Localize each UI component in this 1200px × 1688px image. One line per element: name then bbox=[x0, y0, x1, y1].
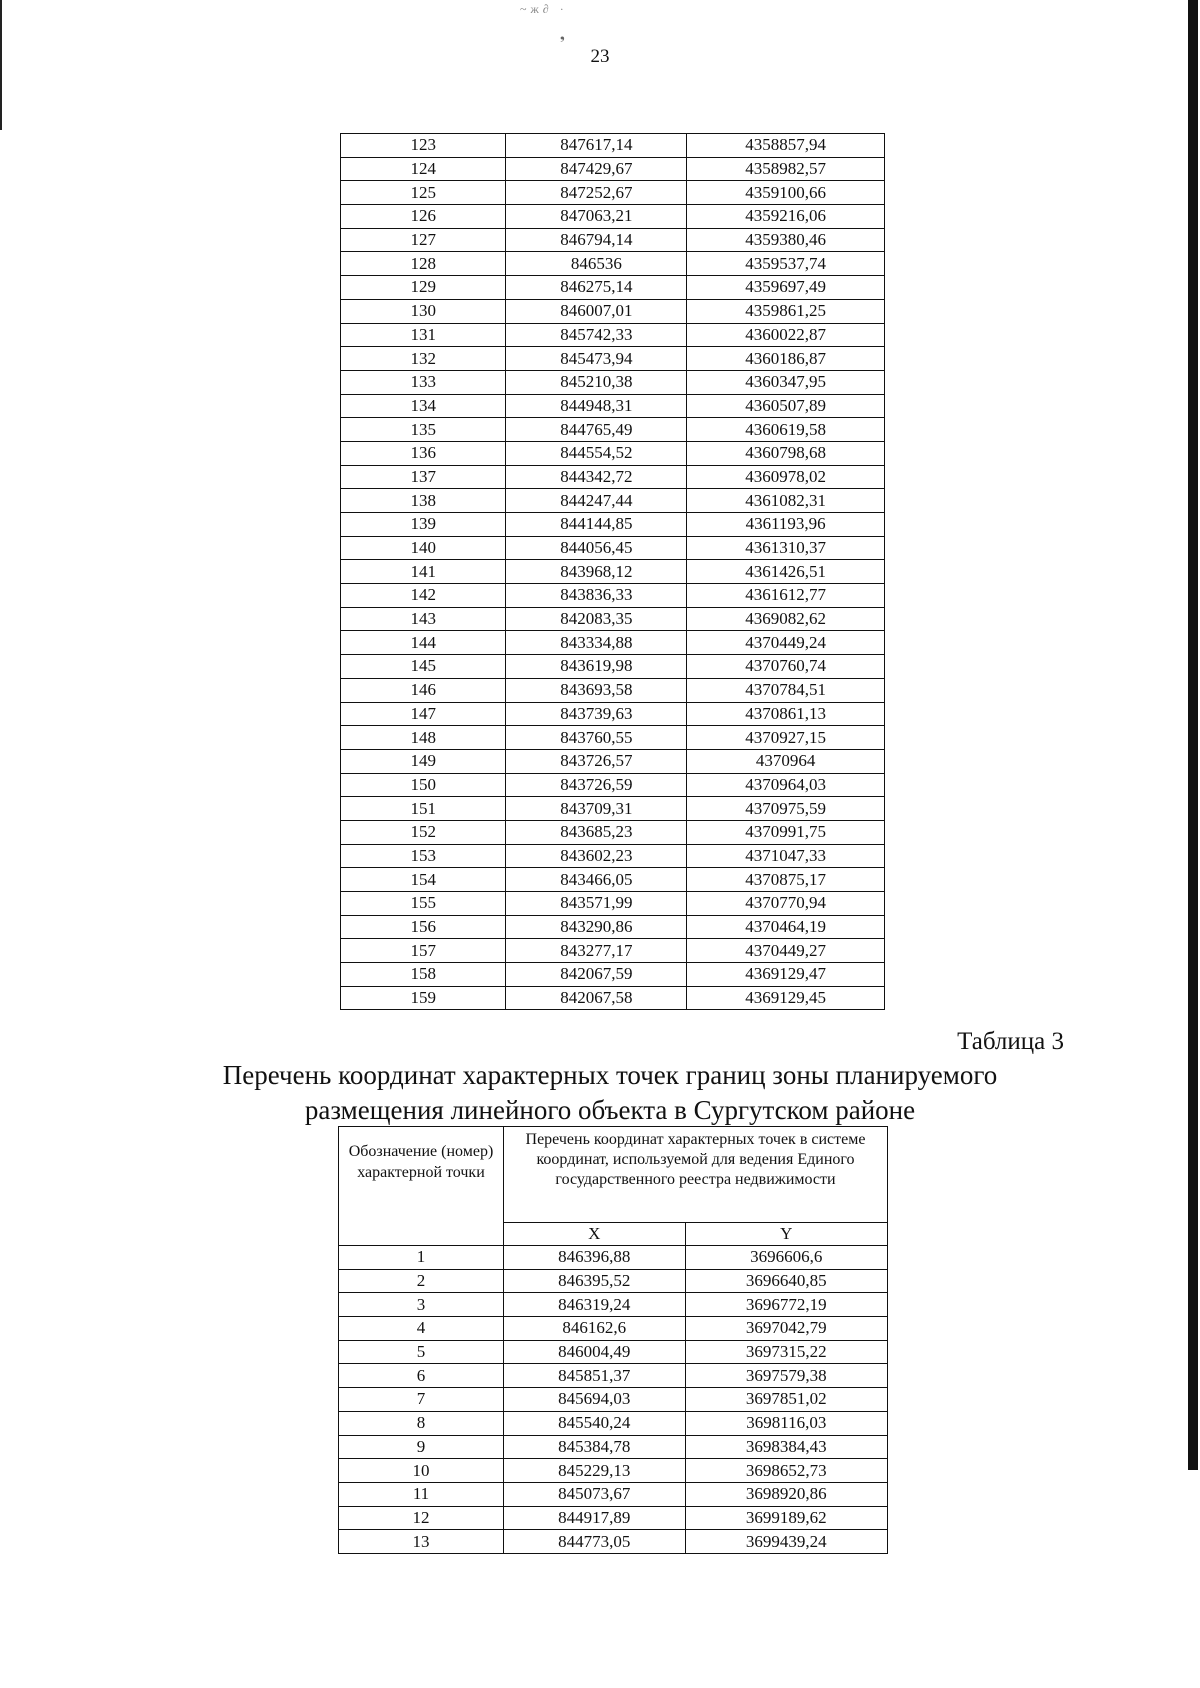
point-number-cell: 141 bbox=[341, 560, 506, 584]
y-coordinate-cell: 3698652,73 bbox=[685, 1459, 887, 1483]
y-coordinate-cell: 4360619,58 bbox=[687, 418, 885, 442]
table-row bbox=[341, 678, 885, 702]
point-number-cell: 151 bbox=[341, 797, 506, 821]
point-number-cell: 159 bbox=[341, 986, 506, 1010]
point-number-cell: 134 bbox=[341, 394, 506, 418]
point-number-cell: 148 bbox=[341, 726, 506, 750]
y-coordinate-cell: 4359100,66 bbox=[687, 181, 885, 205]
point-number-cell: 155 bbox=[341, 892, 506, 916]
scan-artifact-2: ❟ bbox=[560, 28, 565, 42]
header-x: X bbox=[504, 1223, 686, 1246]
x-coordinate-cell: 845851,37 bbox=[504, 1364, 686, 1388]
y-coordinate-cell: 4370875,17 bbox=[687, 868, 885, 892]
point-number-cell: 13 bbox=[339, 1530, 504, 1554]
point-number-cell: 152 bbox=[341, 820, 506, 844]
table-row bbox=[339, 1411, 888, 1435]
table-row bbox=[339, 1482, 888, 1506]
table-row bbox=[341, 631, 885, 655]
table-row bbox=[341, 536, 885, 560]
point-number-cell: 156 bbox=[341, 915, 506, 939]
point-number-cell: 4 bbox=[339, 1317, 504, 1341]
x-coordinate-cell: 843571,99 bbox=[506, 892, 687, 916]
x-coordinate-cell: 843693,58 bbox=[506, 678, 687, 702]
x-coordinate-cell: 846396,88 bbox=[504, 1246, 686, 1270]
y-coordinate-cell: 3696640,85 bbox=[685, 1269, 887, 1293]
x-coordinate-cell: 845473,94 bbox=[506, 347, 687, 371]
point-number-cell: 138 bbox=[341, 489, 506, 513]
table-row bbox=[341, 489, 885, 513]
x-coordinate-cell: 845229,13 bbox=[504, 1459, 686, 1483]
y-coordinate-cell: 3697315,22 bbox=[685, 1340, 887, 1364]
y-coordinate-cell: 4359216,06 bbox=[687, 205, 885, 229]
x-coordinate-cell: 846395,52 bbox=[504, 1269, 686, 1293]
scan-right-edge-bar bbox=[1188, 0, 1198, 1470]
x-coordinate-cell: 843739,63 bbox=[506, 702, 687, 726]
x-coordinate-cell: 843726,59 bbox=[506, 773, 687, 797]
y-coordinate-cell: 4369082,62 bbox=[687, 607, 885, 631]
y-coordinate-cell: 3697851,02 bbox=[685, 1388, 887, 1412]
x-coordinate-cell: 842067,59 bbox=[506, 963, 687, 987]
table-row bbox=[341, 418, 885, 442]
point-number-cell: 157 bbox=[341, 939, 506, 963]
y-coordinate-cell: 3698116,03 bbox=[685, 1411, 887, 1435]
x-coordinate-cell: 845742,33 bbox=[506, 323, 687, 347]
table-row bbox=[341, 726, 885, 750]
point-number-cell: 130 bbox=[341, 299, 506, 323]
x-coordinate-cell: 843968,12 bbox=[506, 560, 687, 584]
table-row bbox=[341, 773, 885, 797]
x-coordinate-cell: 847063,21 bbox=[506, 205, 687, 229]
point-number-cell: 133 bbox=[341, 370, 506, 394]
point-number-cell: 137 bbox=[341, 465, 506, 489]
table-row bbox=[341, 370, 885, 394]
x-coordinate-cell: 843466,05 bbox=[506, 868, 687, 892]
table-row bbox=[341, 465, 885, 489]
y-coordinate-cell: 4370449,24 bbox=[687, 631, 885, 655]
point-number-cell: 128 bbox=[341, 252, 506, 276]
x-coordinate-cell: 844917,89 bbox=[504, 1506, 686, 1530]
point-number-cell: 158 bbox=[341, 963, 506, 987]
point-number-cell: 129 bbox=[341, 276, 506, 300]
y-coordinate-cell: 4361426,51 bbox=[687, 560, 885, 584]
point-number-cell: 142 bbox=[341, 584, 506, 608]
table-row bbox=[341, 868, 885, 892]
y-coordinate-cell: 3698384,43 bbox=[685, 1435, 887, 1459]
table-row bbox=[341, 939, 885, 963]
y-coordinate-cell: 4370784,51 bbox=[687, 678, 885, 702]
x-coordinate-cell: 843602,23 bbox=[506, 844, 687, 868]
point-number-cell: 10 bbox=[339, 1459, 504, 1483]
y-coordinate-cell: 4370975,59 bbox=[687, 797, 885, 821]
y-coordinate-cell: 4360978,02 bbox=[687, 465, 885, 489]
x-coordinate-cell: 844773,05 bbox=[504, 1530, 686, 1554]
y-coordinate-cell: 4358982,57 bbox=[687, 157, 885, 181]
x-coordinate-cell: 843619,98 bbox=[506, 655, 687, 679]
table-row bbox=[339, 1317, 888, 1341]
table-row bbox=[339, 1506, 888, 1530]
table-row bbox=[339, 1459, 888, 1483]
point-number-cell: 123 bbox=[341, 134, 506, 158]
x-coordinate-cell: 846794,14 bbox=[506, 228, 687, 252]
table-row bbox=[339, 1246, 888, 1270]
x-coordinate-cell: 843726,57 bbox=[506, 749, 687, 773]
point-number-cell: 7 bbox=[339, 1388, 504, 1412]
point-number-cell: 12 bbox=[339, 1506, 504, 1530]
table-row bbox=[341, 963, 885, 987]
table-row bbox=[341, 134, 885, 158]
y-coordinate-cell: 4370464,19 bbox=[687, 915, 885, 939]
x-coordinate-cell: 846536 bbox=[506, 252, 687, 276]
y-coordinate-cell: 3697579,38 bbox=[685, 1364, 887, 1388]
x-coordinate-cell: 846004,49 bbox=[504, 1340, 686, 1364]
point-number-cell: 5 bbox=[339, 1340, 504, 1364]
x-coordinate-cell: 845384,78 bbox=[504, 1435, 686, 1459]
table-row bbox=[339, 1530, 888, 1554]
y-coordinate-cell: 3696606,6 bbox=[685, 1246, 887, 1270]
x-coordinate-cell: 846319,24 bbox=[504, 1293, 686, 1317]
table-row bbox=[341, 584, 885, 608]
y-coordinate-cell: 4370770,94 bbox=[687, 892, 885, 916]
table-row bbox=[341, 820, 885, 844]
page-number: 23 bbox=[590, 46, 610, 67]
table-row bbox=[341, 323, 885, 347]
table-row bbox=[341, 749, 885, 773]
y-coordinate-cell: 4370861,13 bbox=[687, 702, 885, 726]
x-coordinate-cell: 844056,45 bbox=[506, 536, 687, 560]
y-coordinate-cell: 4360186,87 bbox=[687, 347, 885, 371]
point-number-cell: 154 bbox=[341, 868, 506, 892]
table-3-label: Таблица 3 bbox=[957, 1028, 1064, 1055]
table-row bbox=[341, 702, 885, 726]
x-coordinate-cell: 843334,88 bbox=[506, 631, 687, 655]
table-row bbox=[341, 797, 885, 821]
y-coordinate-cell: 3697042,79 bbox=[685, 1317, 887, 1341]
point-number-cell: 147 bbox=[341, 702, 506, 726]
table-row bbox=[341, 252, 885, 276]
x-coordinate-cell: 844765,49 bbox=[506, 418, 687, 442]
y-coordinate-cell: 4370927,15 bbox=[687, 726, 885, 750]
x-coordinate-cell: 845694,03 bbox=[504, 1388, 686, 1412]
point-number-cell: 150 bbox=[341, 773, 506, 797]
table-row bbox=[341, 276, 885, 300]
table-row bbox=[341, 228, 885, 252]
x-coordinate-cell: 842083,35 bbox=[506, 607, 687, 631]
point-number-cell: 146 bbox=[341, 678, 506, 702]
x-coordinate-cell: 843709,31 bbox=[506, 797, 687, 821]
x-coordinate-cell: 843836,33 bbox=[506, 584, 687, 608]
point-number-cell: 145 bbox=[341, 655, 506, 679]
point-number-cell: 153 bbox=[341, 844, 506, 868]
table-row bbox=[339, 1293, 888, 1317]
coordinates-table-3 bbox=[338, 1126, 888, 1554]
x-coordinate-cell: 844948,31 bbox=[506, 394, 687, 418]
x-coordinate-cell: 843277,17 bbox=[506, 939, 687, 963]
y-coordinate-cell: 3699439,24 bbox=[685, 1530, 887, 1554]
table-row bbox=[341, 181, 885, 205]
table-row bbox=[341, 394, 885, 418]
table-row bbox=[341, 441, 885, 465]
y-coordinate-cell: 4359697,49 bbox=[687, 276, 885, 300]
point-number-cell: 135 bbox=[341, 418, 506, 442]
point-number-cell: 136 bbox=[341, 441, 506, 465]
y-coordinate-cell: 4359380,46 bbox=[687, 228, 885, 252]
table-3-title: Перечень координат характерных точек границ зоны планируемого размещения линейного объекта в Сургутском районе bbox=[222, 1060, 998, 1125]
table-row bbox=[341, 655, 885, 679]
y-coordinate-cell: 4359537,74 bbox=[687, 252, 885, 276]
point-number-cell: 9 bbox=[339, 1435, 504, 1459]
table-row bbox=[339, 1340, 888, 1364]
x-coordinate-cell: 845210,38 bbox=[506, 370, 687, 394]
table-row bbox=[339, 1435, 888, 1459]
table-row bbox=[341, 299, 885, 323]
point-number-cell: 126 bbox=[341, 205, 506, 229]
x-coordinate-cell: 845540,24 bbox=[504, 1411, 686, 1435]
table-row bbox=[341, 607, 885, 631]
y-coordinate-cell: 4360507,89 bbox=[687, 394, 885, 418]
y-coordinate-cell: 4369129,47 bbox=[687, 963, 885, 987]
y-coordinate-cell: 4360798,68 bbox=[687, 441, 885, 465]
y-coordinate-cell: 4370964,03 bbox=[687, 773, 885, 797]
x-coordinate-cell: 846162,6 bbox=[504, 1317, 686, 1341]
coordinates-table-continued bbox=[340, 133, 885, 1010]
point-number-cell: 6 bbox=[339, 1364, 504, 1388]
point-number-cell: 8 bbox=[339, 1411, 504, 1435]
y-coordinate-cell: 4370964 bbox=[687, 749, 885, 773]
point-number-cell: 127 bbox=[341, 228, 506, 252]
point-number-cell: 144 bbox=[341, 631, 506, 655]
table-row bbox=[341, 986, 885, 1010]
y-coordinate-cell: 4361082,31 bbox=[687, 489, 885, 513]
y-coordinate-cell: 4360347,95 bbox=[687, 370, 885, 394]
header-point-designation: Обозначение (номер) характерной точки bbox=[339, 1127, 504, 1246]
point-number-cell: 2 bbox=[339, 1269, 504, 1293]
x-coordinate-cell: 843760,55 bbox=[506, 726, 687, 750]
point-number-cell: 140 bbox=[341, 536, 506, 560]
y-coordinate-cell: 4359861,25 bbox=[687, 299, 885, 323]
scan-artifact: ~ж∂ · bbox=[520, 2, 568, 16]
table-row bbox=[341, 892, 885, 916]
y-coordinate-cell: 4361193,96 bbox=[687, 513, 885, 537]
y-coordinate-cell: 3698920,86 bbox=[685, 1482, 887, 1506]
x-coordinate-cell: 847252,67 bbox=[506, 181, 687, 205]
y-coordinate-cell: 3696772,19 bbox=[685, 1293, 887, 1317]
point-number-cell: 139 bbox=[341, 513, 506, 537]
x-coordinate-cell: 845073,67 bbox=[504, 1482, 686, 1506]
point-number-cell: 125 bbox=[341, 181, 506, 205]
table-row bbox=[341, 560, 885, 584]
y-coordinate-cell: 4361612,77 bbox=[687, 584, 885, 608]
table-row bbox=[339, 1364, 888, 1388]
x-coordinate-cell: 844247,44 bbox=[506, 489, 687, 513]
table-row bbox=[341, 205, 885, 229]
table-row bbox=[341, 347, 885, 371]
y-coordinate-cell: 4360022,87 bbox=[687, 323, 885, 347]
y-coordinate-cell: 3699189,62 bbox=[685, 1506, 887, 1530]
x-coordinate-cell: 844554,52 bbox=[506, 441, 687, 465]
table-row bbox=[341, 915, 885, 939]
point-number-cell: 3 bbox=[339, 1293, 504, 1317]
y-coordinate-cell: 4361310,37 bbox=[687, 536, 885, 560]
y-coordinate-cell: 4369129,45 bbox=[687, 986, 885, 1010]
y-coordinate-cell: 4370449,27 bbox=[687, 939, 885, 963]
x-coordinate-cell: 842067,58 bbox=[506, 986, 687, 1010]
y-coordinate-cell: 4370991,75 bbox=[687, 820, 885, 844]
x-coordinate-cell: 847429,67 bbox=[506, 157, 687, 181]
point-number-cell: 124 bbox=[341, 157, 506, 181]
point-number-cell: 131 bbox=[341, 323, 506, 347]
point-number-cell: 11 bbox=[339, 1482, 504, 1506]
header-y: Y bbox=[685, 1223, 887, 1246]
x-coordinate-cell: 843290,86 bbox=[506, 915, 687, 939]
point-number-cell: 132 bbox=[341, 347, 506, 371]
table-row bbox=[339, 1269, 888, 1293]
x-coordinate-cell: 843685,23 bbox=[506, 820, 687, 844]
x-coordinate-cell: 844342,72 bbox=[506, 465, 687, 489]
y-coordinate-cell: 4371047,33 bbox=[687, 844, 885, 868]
header-coordinate-list: Перечень координат характерных точек в системе координат, используемой для ведения Единого государственного реестра недвижимости bbox=[504, 1127, 888, 1223]
x-coordinate-cell: 846275,14 bbox=[506, 276, 687, 300]
y-coordinate-cell: 4358857,94 bbox=[687, 134, 885, 158]
table-row bbox=[341, 513, 885, 537]
point-number-cell: 149 bbox=[341, 749, 506, 773]
table-row bbox=[341, 844, 885, 868]
x-coordinate-cell: 844144,85 bbox=[506, 513, 687, 537]
point-number-cell: 143 bbox=[341, 607, 506, 631]
table-header-row bbox=[339, 1127, 888, 1223]
x-coordinate-cell: 846007,01 bbox=[506, 299, 687, 323]
x-coordinate-cell: 847617,14 bbox=[506, 134, 687, 158]
table-row bbox=[341, 157, 885, 181]
table-row bbox=[339, 1388, 888, 1412]
y-coordinate-cell: 4370760,74 bbox=[687, 655, 885, 679]
point-number-cell: 1 bbox=[339, 1246, 504, 1270]
